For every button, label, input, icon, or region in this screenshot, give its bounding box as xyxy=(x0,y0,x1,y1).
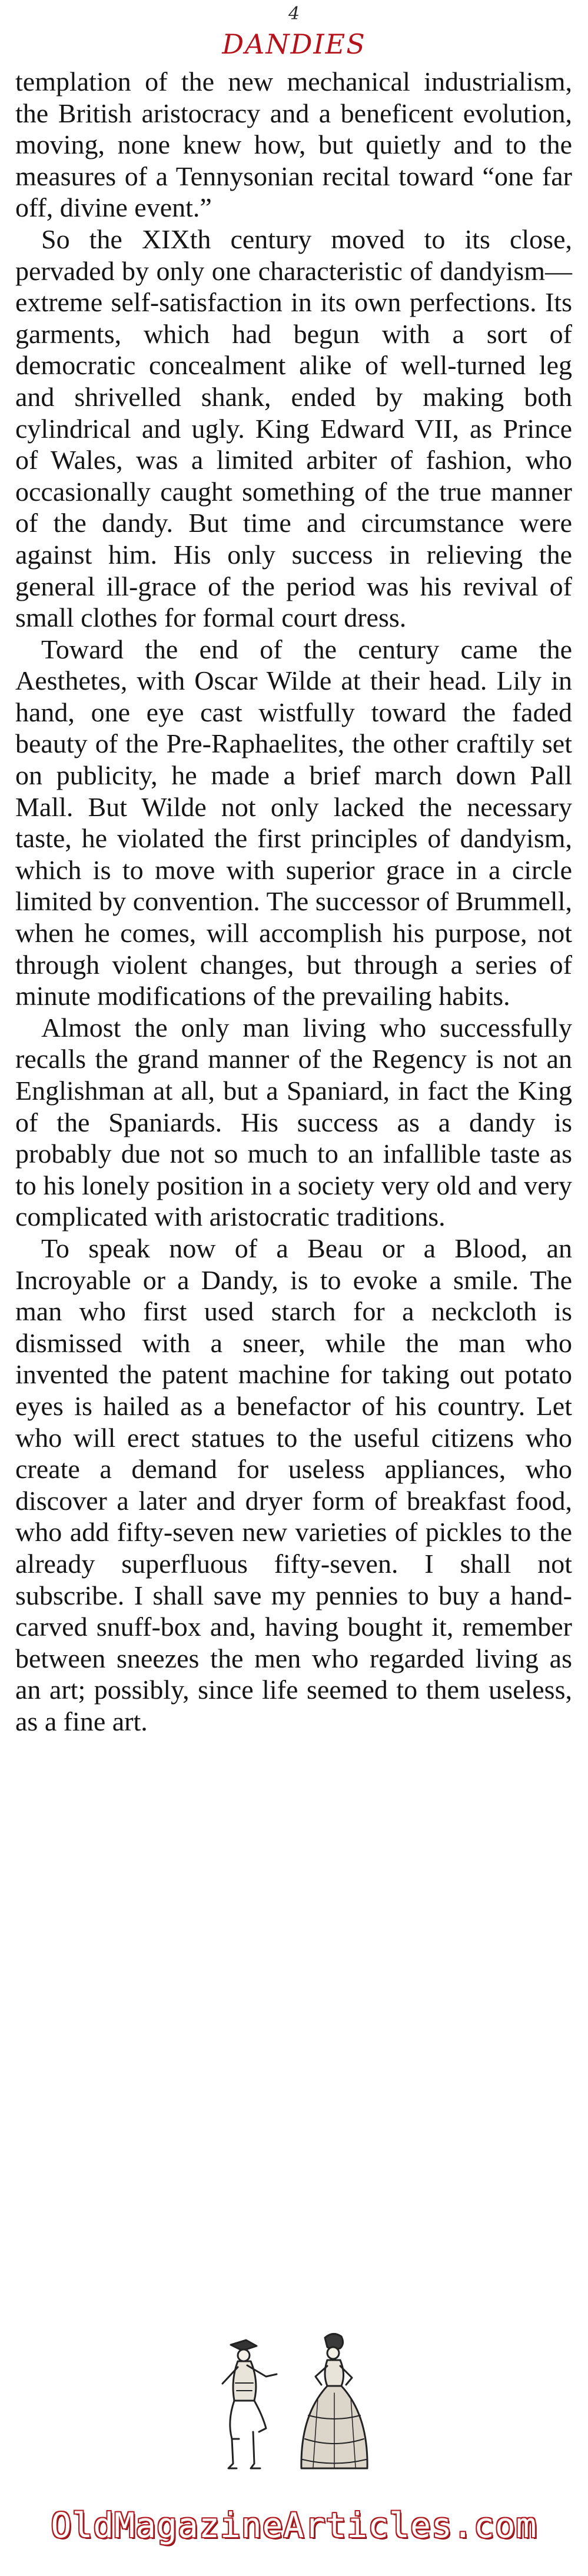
dandy-couple-illustration xyxy=(0,2327,588,2486)
site-watermark[interactable]: OldMagazineArticles.com xyxy=(51,2505,537,2545)
article-body xyxy=(15,66,572,1737)
gentleman-in-tricorne-figure xyxy=(222,2340,277,2468)
article-paragraph: Almost the only man living who successfully recalls the grand manner of the Regency is not an Englishman at all, but a Spaniard, in fact the King of the Spaniards. His success as a dandy is probably due not so much to an infallible taste as to his lonely position in a society very old and very complicated with aristocratic traditions. xyxy=(15,1012,572,1232)
article-paragraph: To speak now of a Beau or a Blood, an Incroyable or a Dandy, is to evoke a smile. The man who first used starch for a neckcloth is dismissed with a sneer, while the man who invented the patent machine for taking out potato eyes is hailed as a benefactor of his country. Let who will erect statues to the useful citizens who create a demand for useless appliances, who discover a later and dryer form of breakfast food, who add fifty-seven new varieties of pickles to the already superfluous fifty-seven. I shall not subscribe. I shall save my pennies to buy a hand-carved snuff-box and, having bought it, remember between sneezes the men who regarded living as an art; possibly, since life seemed to them useless, as a fine art. xyxy=(15,1233,572,1736)
article-paragraph: templation of the new mechanical industrialism, the British aristocracy and a beneficent evolution, moving, none knew how, but quietly and to the measures of a Tennysonian recital toward “one far off, divine event.” xyxy=(15,66,572,223)
page-number: 4 xyxy=(288,4,300,24)
lady-in-gown-figure xyxy=(301,2334,367,2468)
illustration xyxy=(0,2327,588,2486)
article-paragraph: So the XIXth century moved to its close, pervaded by only one characteristic of dandyism—extreme self-satisfaction in its own perfections. Its garments, which had begun with a sort of democratic concealment alike of well-turned leg and shrivelled shank, ended by making both cylindrical and ugly. King Edward VII, as Prince of Wales, was a limited arbiter of fashion, who occasionally caught something of the true manner of the dandy. But time and circumstance were against him. His only success in relieving the general ill-grace of the period was his revival of small clothes for formal court dress. xyxy=(15,224,572,633)
footer xyxy=(0,2505,588,2545)
article-paragraph: Toward the end of the century came the Aesthetes, with Oscar Wilde at their head. Lily in hand, one eye cast wistfully toward the faded beauty of the Pre-Raphaelites, the other craftily set on publicity, he made a brief march down Pall Mall. But Wilde not only lacked the necessary taste, he violated the first principles of dandyism, which is to move with superior grace in a circle limited by convention. The successor of Brummell, when he comes, will accomplish his purpose, not through violent changes, but through a series of minute modifications of the prevailing habits. xyxy=(15,634,572,1011)
section-title: DANDIES xyxy=(222,28,366,60)
